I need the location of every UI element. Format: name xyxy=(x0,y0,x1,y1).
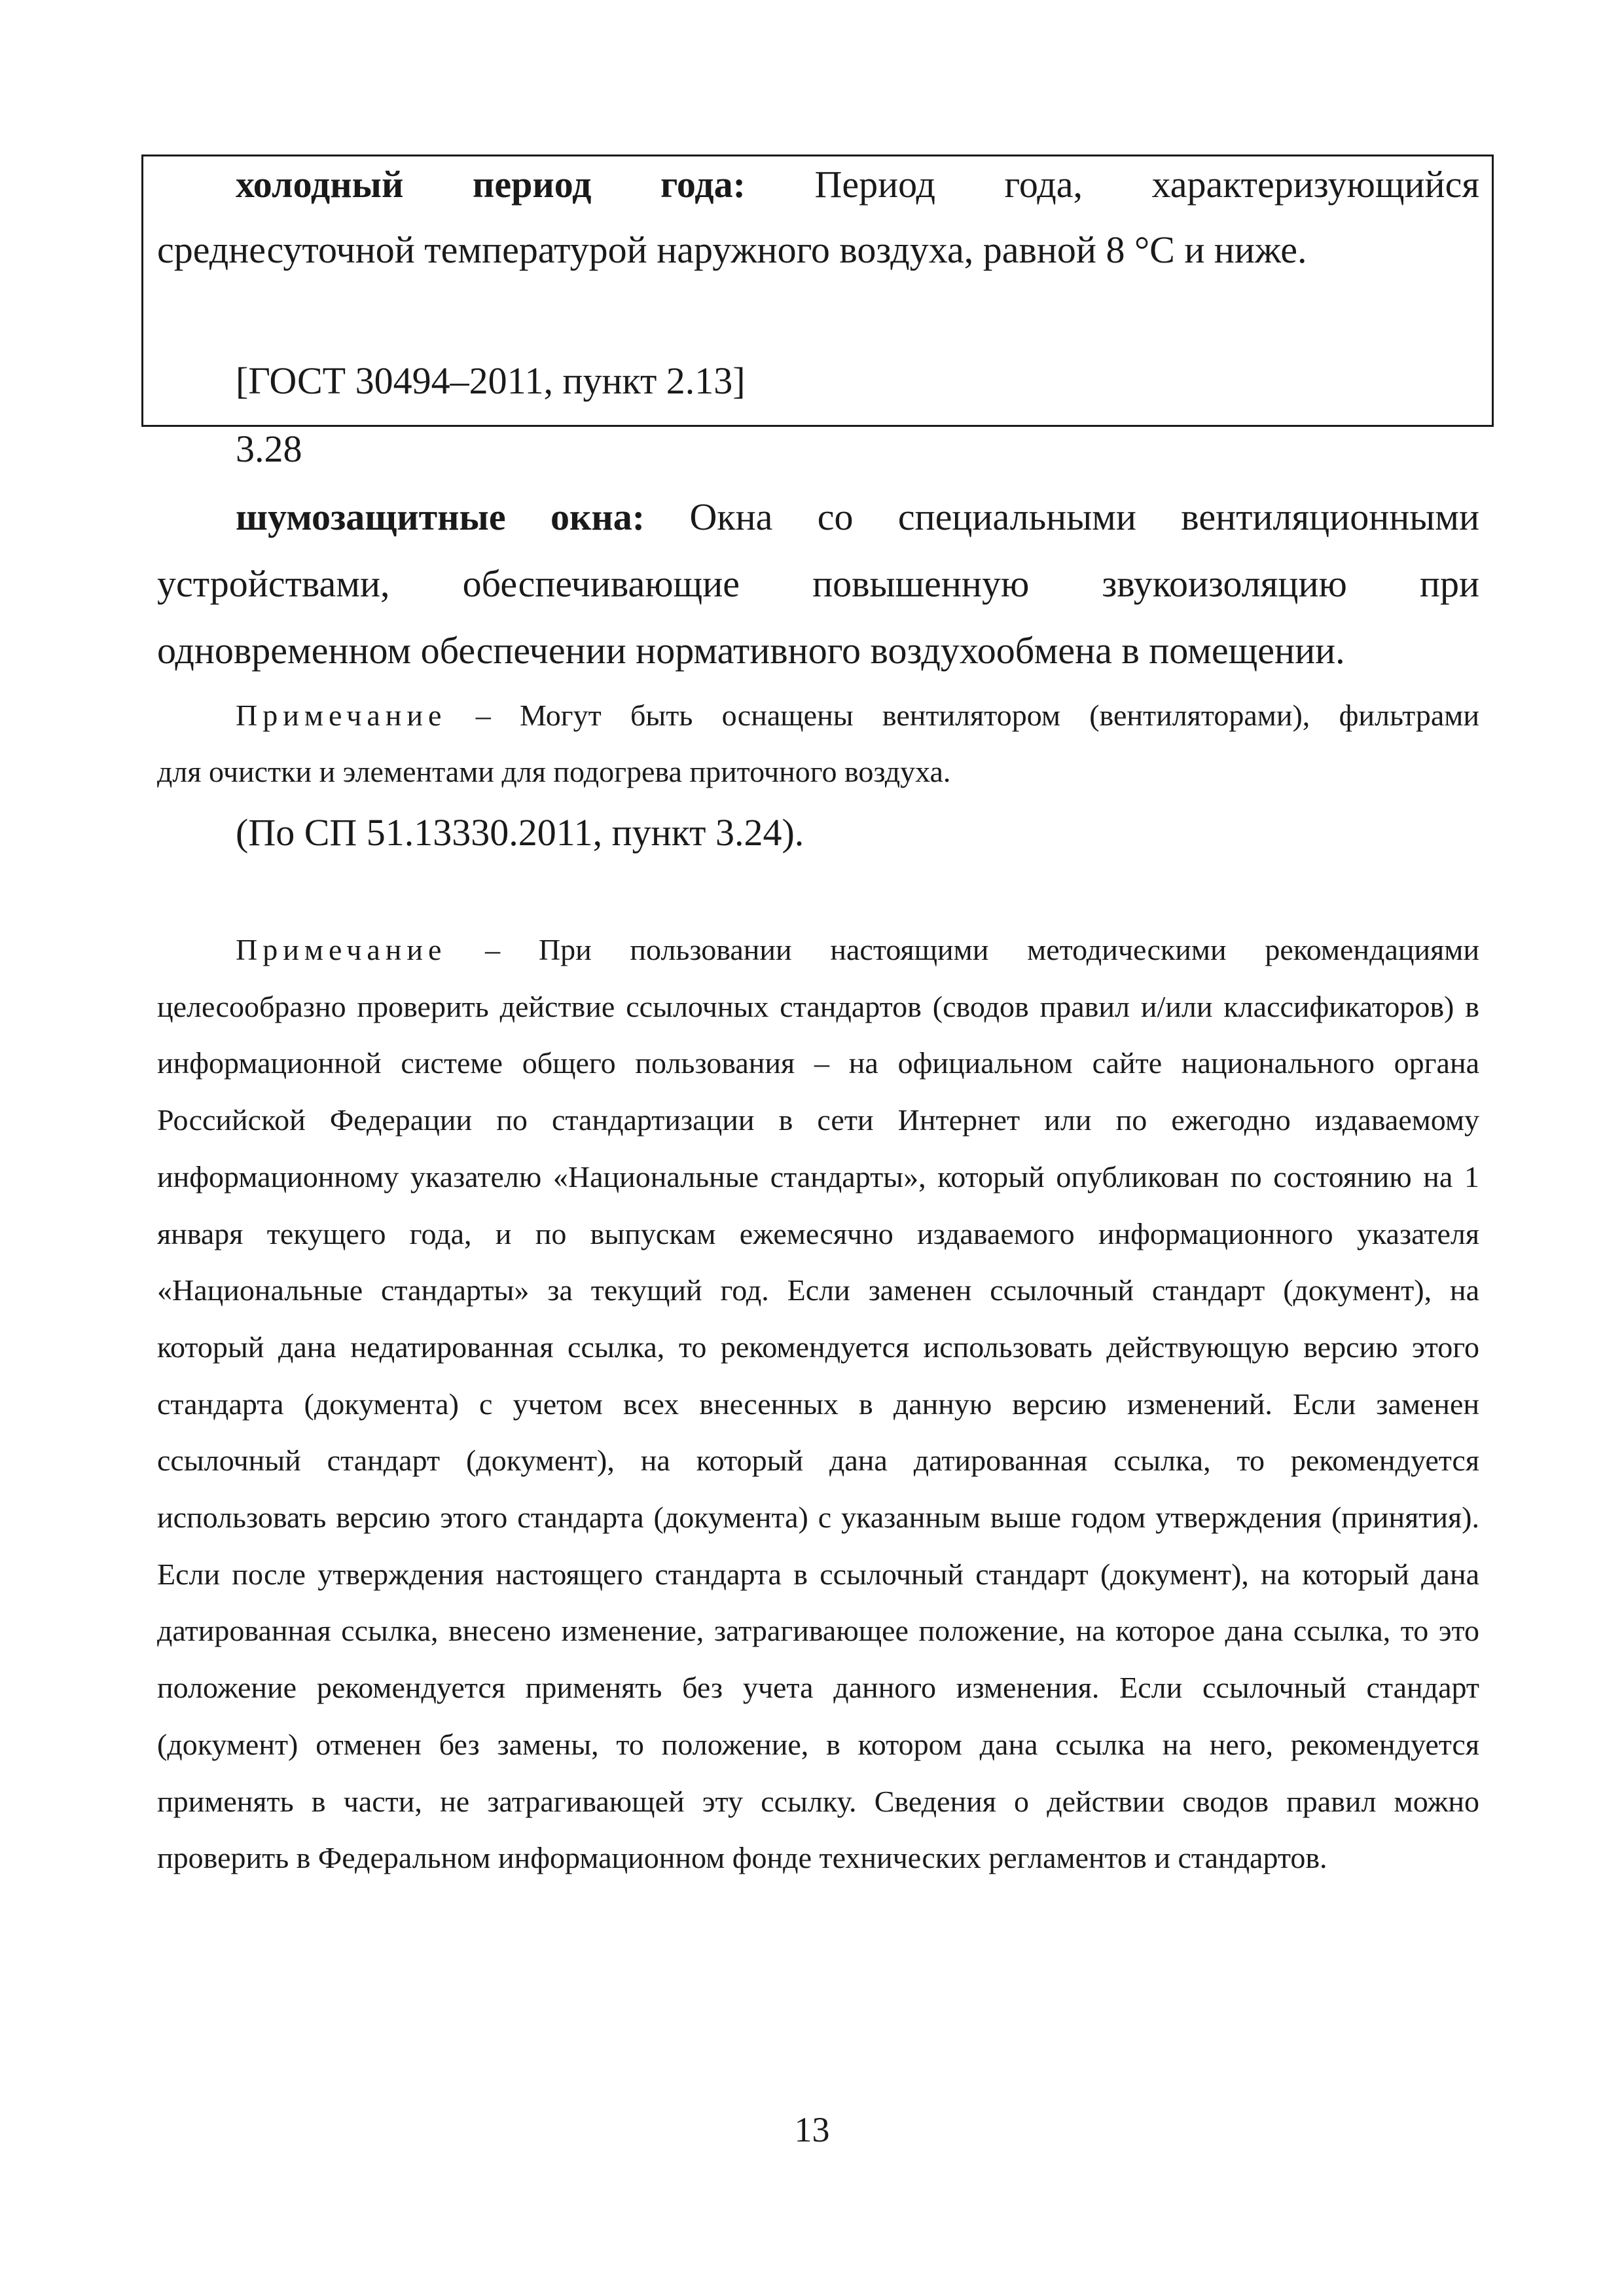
term-noise-definition-line2: устройствами, обеспечивающие повышенную звукоизоляцию при xyxy=(157,562,1479,605)
term-noise-note-line1 xyxy=(157,687,1479,744)
page-number: 13 xyxy=(794,2110,830,2149)
term-noise-definition-line3: одновременном обеспечении нормативного воздухообмена в помещении. xyxy=(157,629,1345,672)
general-note-label: Примечание xyxy=(236,933,447,966)
term-noise-note-line2: для очистки и элементами для подогрева приточного воздуха. xyxy=(157,755,951,788)
term-noise-line1 xyxy=(157,484,1479,550)
term-noise-note-text: – Могут быть оснащены вентилятором (вентиляторами), фильтрами xyxy=(446,699,1479,732)
term-cold-source: [ГОСТ 30494–2011, пункт 2.13] xyxy=(236,359,746,402)
general-note-text: – При пользовании настоящими методическими рекомендациями целесообразно проверить действие ссылочных стандартов (сводов правил и/или классификаторов) в информационной системе общего пользования – на официальном сайте национального органа Российской Федерации по стандартизации в сети Интернет или по ежегодно издаваемому информационному указателю «Национальные стандарты», который опубликован по состоянию на 1 января текущего года, и по выпускам ежемесячно издаваемого информационного указателя «Национальные стандарты» за текущий год. Если заменен ссылочный стандарт (документ), на который дана недатированная ссылка, то рекомендуется использовать действующую версию этого стандарта (документа) с учетом всех внесенных в данную версию изменений. Если заменен ссылочный стандарт (документ), на который дана датированная ссылка, то рекомендуется использовать версию этого стандарта (документа) с указанным выше годом утверждения (принятия). Если после утверждения настоящего стандарта в ссылочный стандарт (документ), на который дана датированная ссылка, внесено изменение, затрагивающее положение, на которое дана ссылка, то это положение рекомендуется применять без учета данного изменения. Если ссылочный стандарт (документ) отменен без замены, то положение, в котором дана ссылка на него, рекомендуется применять в части, не затрагивающей эту ссылку. Сведения о действии сводов правил можно проверить в Федеральном информационном фонде технических регламентов и стандартов. xyxy=(157,933,1479,1875)
term-noise-note-label: Примечание xyxy=(236,699,447,732)
term-cold-definition-line2: среднесуточной температурой наружного воздуха, равной 8 °С и ниже. xyxy=(157,228,1307,271)
term-cold-definition-line1: Период года, характеризующийся xyxy=(814,163,1479,206)
general-note-paragraph xyxy=(157,922,1479,1887)
term-cold-term: холодный период года: xyxy=(236,163,746,206)
term-cold-line1 xyxy=(157,152,1479,217)
term-noise-definition-line1: Окна со специальными вентиляционными xyxy=(689,496,1480,538)
term-noise-source: (По СП 51.13330.2011, пункт 3.24). xyxy=(236,811,804,854)
term-noise-term: шумозащитные окна: xyxy=(236,496,645,538)
section-number: 3.28 xyxy=(236,428,302,470)
